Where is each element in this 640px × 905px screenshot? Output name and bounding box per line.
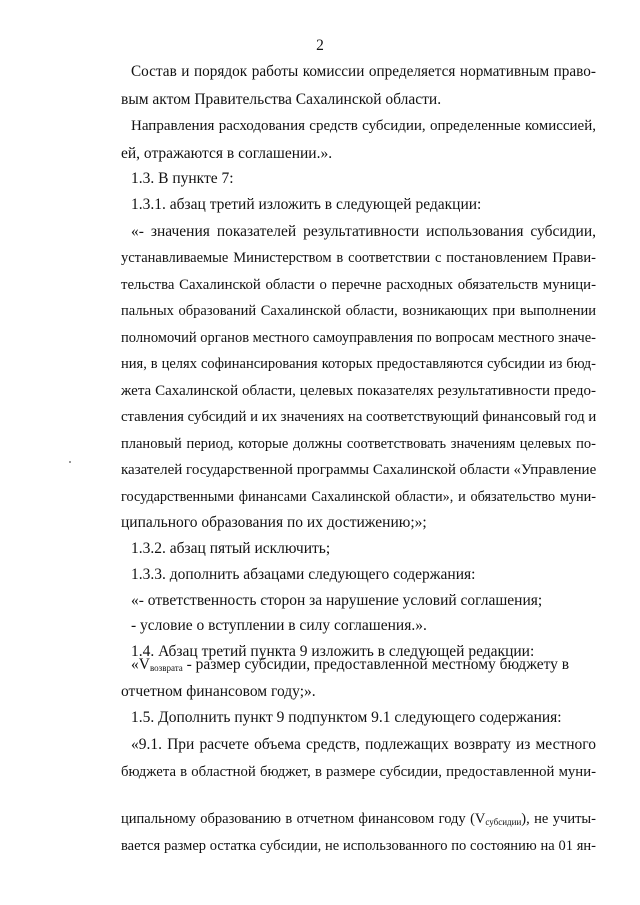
text-line: полномочий органов местного самоуправления по вопросам местного значе- (121, 330, 596, 346)
text-line: «- ответственность сторон за нарушение условий соглашения; (131, 592, 543, 609)
text-line: ставления субсидий и их значениях на соответствующий финансовый год и (121, 409, 597, 425)
text-line: плановый период, которые должны соответствовать значениям целевых по- (121, 436, 596, 452)
text-line: казателей государственной программы Сахалинской области «Управление (121, 462, 597, 478)
text-line: отчетном финансовом году;». (121, 683, 316, 700)
page-number: 2 (316, 37, 324, 54)
subsidy-subscript: субсидии (485, 817, 522, 827)
text-line: государственными финансами Сахалинской области», и обязательство муни- (121, 489, 596, 505)
text-line: 1.5. Дополнить пункт 9 подпунктом 9.1 следующего содержания: (131, 709, 562, 726)
text-line: «- значения показателей результативности использования субсидии, (131, 223, 596, 240)
formula-pre: «V (131, 656, 150, 673)
text-line: «9.1. При расчете объема средств, подлежащих возврату из местного (131, 736, 596, 753)
text-line: 1.3. В пункте 7: (131, 170, 234, 187)
subsidy-pre: ципальному образованию в отчетном финансовом году (V (121, 811, 486, 827)
scan-speck (69, 461, 71, 463)
text-line: 1.4. Абзац третий пункта 9 изложить в следующей редакции: (131, 643, 535, 660)
text-line: жета Сахалинской области, целевых показателях результативности предо- (121, 383, 596, 399)
formula-post: - размер субсидии, предоставленной местному бюджету в (182, 656, 570, 673)
text-line: Состав и порядок работы комиссии определяется нормативным право- (131, 63, 596, 80)
text-line: ей, отражаются в соглашении.». (121, 145, 333, 162)
text-line: Направления расходования средств субсидии, определенные комиссией, (131, 118, 596, 134)
text-line: ния, в целях софинансирования которых предоставляются субсидии из бюд- (121, 356, 596, 372)
text-line: ципального образования по их достижению;»; (121, 514, 427, 531)
formula-subscript: возврата (149, 663, 183, 673)
text-line: - условие о вступлении в силу соглашения.». (131, 617, 427, 634)
text-line: пальных образований Сахалинской области, возникающих при выполнении (121, 303, 596, 319)
text-line: 1.3.3. дополнить абзацами следующего содержания: (131, 566, 476, 583)
text-line: вым актом Правительства Сахалинской области. (121, 91, 442, 108)
formula-line (131, 653, 596, 677)
text-line: бюджета в областной бюджет, в размере субсидии, предоставленной муни- (121, 764, 596, 780)
text-line: тельства Сахалинской области о перечне расходных обязательств муници- (121, 277, 596, 293)
text-line: 1.3.2. абзац пятый исключить; (131, 540, 331, 557)
text-line: устанавливаемые Министерством в соответствии с постановлением Прави- (121, 250, 596, 266)
subsidy-post: ), не учиты- (521, 811, 597, 827)
subsidy-line (121, 807, 596, 831)
text-line: 1.3.1. абзац третий изложить в следующей редакции: (131, 196, 482, 213)
last-line: вается размер остатка субсидии, не использованного по состоянию на 01 ян- (121, 838, 596, 854)
